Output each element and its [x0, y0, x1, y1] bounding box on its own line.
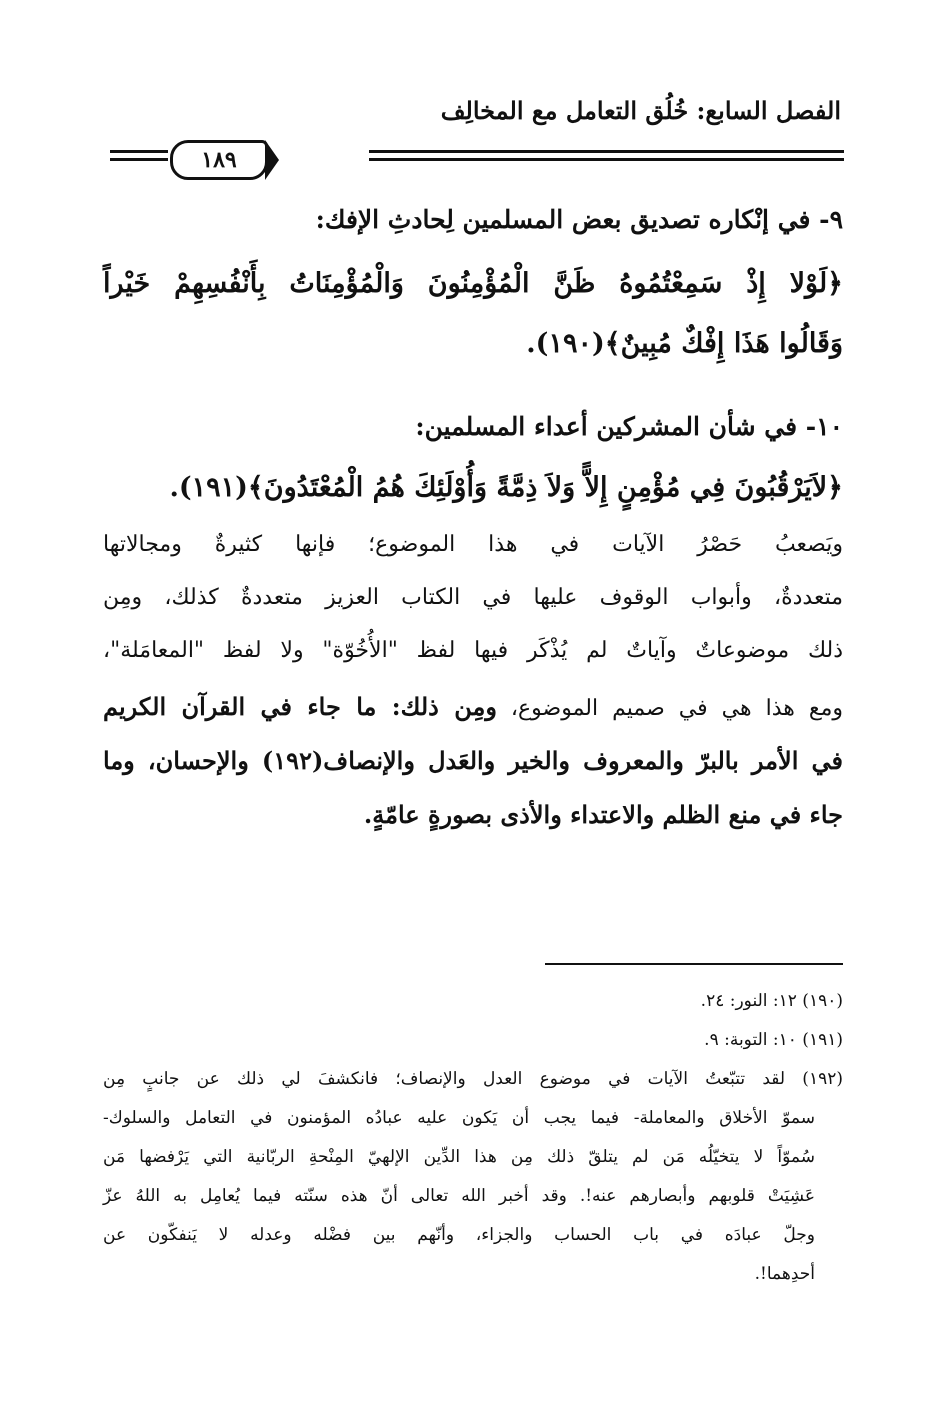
header-rule-line — [369, 158, 844, 161]
paragraph-text: ومع هذا هي في صميم الموضوع، — [496, 696, 844, 721]
paragraph-line: متعددةٌ، وأبواب الوقوف عليها في الكتاب العزيز متعددةٌ كذلك، ومِن — [103, 585, 843, 610]
footnote-separator — [545, 963, 843, 965]
paragraph-bold-text: ومِن ذلك: ما جاء في القرآن الكريم — [103, 692, 497, 721]
page-number: ١٨٩ — [170, 140, 268, 180]
verse-191: ﴿لاَيَرْقُبُونَ فِي مُؤْمِنٍ إِلاًّ وَلاَ ذِمَّةً وَأُوْلَئِكَ هُمُ الْمُعْتَدُونَ﴾(١٩١). — [169, 472, 843, 503]
paragraph-line — [103, 692, 843, 721]
footnote-191: (١٩١) ١٠: التوبة: ٩. — [704, 1030, 843, 1050]
chapter-title: الفصل السابع: خُلُق التعامل مع المخالِف — [440, 96, 841, 125]
header-rule-line — [369, 150, 844, 153]
paragraph-line: جاء في منع الظلم والاعتداء والأذى بصورةٍ عامّةٍ. — [363, 800, 843, 829]
footnote-192-line: سُموّاً لا يتخيّلُه مَن لم يتلقّ ذلك مِن هذا الدِّين الإلهيّ المِنْحةِ الربّانية التي يَرْفضها مَن — [103, 1147, 815, 1167]
footnote-192-line: عَشِيَتْ قلوبهم وأبصارهم عنه!. وقد أخبر الله تعالى أنّ هذه سنّته فيما يُعامِل به اللهُ عزّ — [103, 1186, 815, 1206]
paragraph-line: ويَصعبُ حَصْرُ الآيات في هذا الموضوع؛ فإنها كثيرةٌ ومجالاتها — [103, 532, 843, 557]
footnote-192: (١٩٢) لقد تتبّعتُ الآيات في موضوع العدل والإنصاف؛ فانكشفَ لي ذلك عن جانبٍ مِن — [103, 1069, 843, 1089]
page-number-ornament — [265, 140, 279, 180]
footnote-192-line: وجلّ عبادَه في باب الحساب والجزاء، وأنّهم بين فضْله وعدله لا يَنفكّون عن — [103, 1225, 815, 1245]
footnote-192-line: أحدِهما!. — [754, 1264, 815, 1284]
paragraph-line: في الأمر بالبرّ والمعروف والخير والعَدل والإنصاف(١٩٢) والإحسان، وما — [103, 746, 843, 775]
header-rule — [110, 140, 844, 180]
item-9-heading: ٩- في إنْكاره تصديق بعض المسلمين لِحادثِ الإفك: — [315, 205, 843, 234]
footnote-190: (١٩٠) ١٢: النور: ٢٤. — [700, 991, 843, 1011]
item-10-heading: ١٠- في شأن المشركين أعداء المسلمين: — [415, 412, 843, 441]
header-rule-line — [110, 158, 168, 161]
footnote-192-line: سموّ الأخلاق والمعاملة- فيما يجب أن يَكون عليه عبادُه المؤمنون في التعامل والسلوك- — [103, 1108, 815, 1128]
paragraph-line: ذلك موضوعاتٌ وآياتٌ لم يُذْكَر فيها لفظ "الأُخُوّة" ولا لفظ "المعامَلة"، — [103, 638, 843, 663]
header-rule-line — [110, 150, 168, 153]
verse-190-line-1: ﴿لَوْلا إِذْ سَمِعْتُمُوهُ ظَنَّ الْمُؤْمِنُونَ وَالْمُؤْمِنَاتُ بِأَنْفُسِهِمْ خَيْراً — [103, 268, 843, 299]
verse-190-line-2: وَقَالُوا هَذَا إِفْكٌ مُبِينٌ﴾(١٩٠). — [526, 328, 843, 359]
